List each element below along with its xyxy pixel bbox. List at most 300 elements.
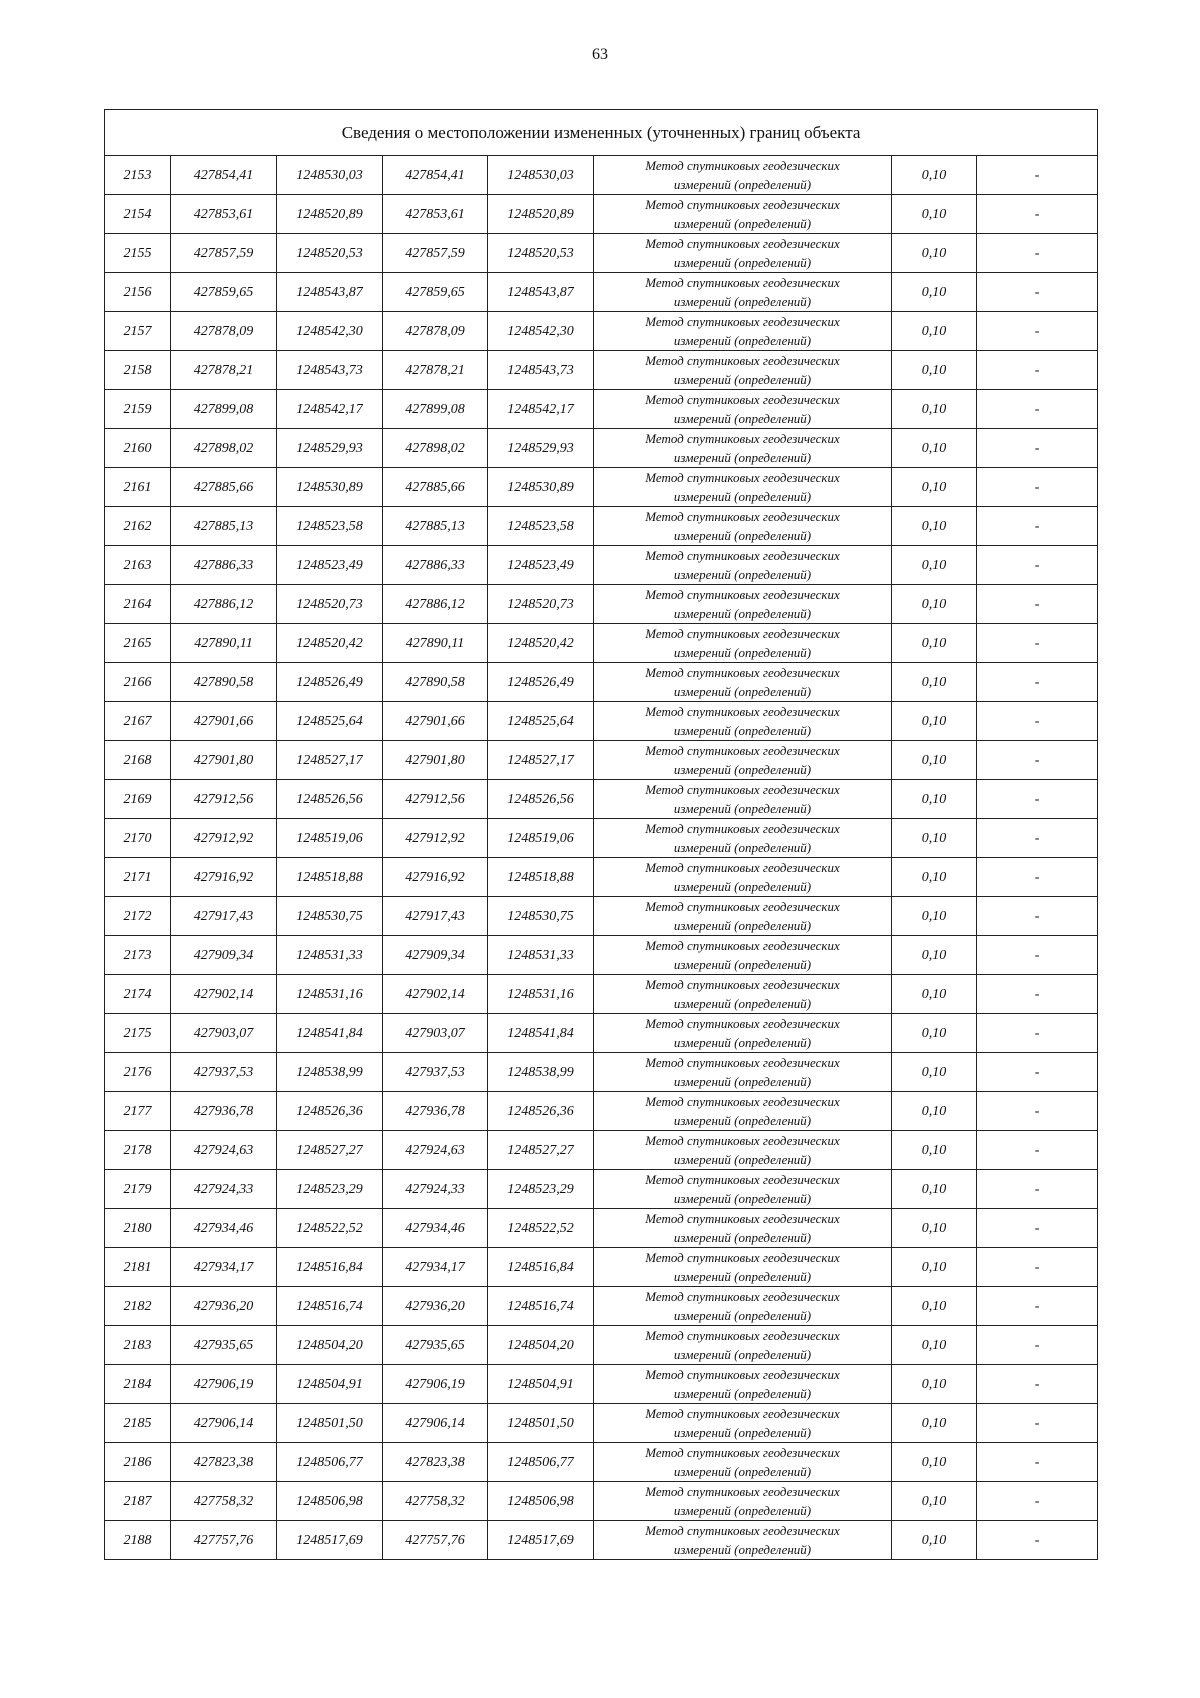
point-number-cell: 2156 (105, 273, 171, 312)
method-text-line: измерений (определений) (673, 1230, 812, 1245)
existing-y-cell: 1248531,16 (277, 975, 383, 1014)
point-number-cell: 2187 (105, 1482, 171, 1521)
refined-x-cell: 427903,07 (383, 1014, 488, 1053)
point-number-cell: 2173 (105, 936, 171, 975)
point-number-cell: 2166 (105, 663, 171, 702)
method-text-line: Метод спутниковых геодезических (645, 548, 840, 563)
accuracy-cell: 0,10 (892, 1443, 977, 1482)
accuracy-cell: 0,10 (892, 1482, 977, 1521)
method-cell (594, 1287, 892, 1326)
existing-x-cell: 427890,11 (171, 624, 277, 663)
existing-y-cell: 1248526,49 (277, 663, 383, 702)
method-cell (594, 1131, 892, 1170)
table-row (105, 585, 1098, 624)
method-text-line: измерений (определений) (673, 489, 812, 504)
refined-x-cell: 427924,63 (383, 1131, 488, 1170)
existing-y-cell: 1248506,98 (277, 1482, 383, 1521)
point-number-cell: 2160 (105, 429, 171, 468)
caption-row (105, 110, 1098, 156)
table-row (105, 975, 1098, 1014)
point-number-cell: 2163 (105, 546, 171, 585)
method-text-line: Метод спутниковых геодезических (645, 1211, 840, 1226)
note-cell: - (977, 1170, 1098, 1209)
table-row (105, 780, 1098, 819)
method-cell (594, 624, 892, 663)
refined-y-cell: 1248530,89 (488, 468, 594, 507)
table-row (105, 1443, 1098, 1482)
point-number-cell: 2157 (105, 312, 171, 351)
table-row (105, 156, 1098, 195)
method-text-line: измерений (определений) (673, 684, 812, 699)
note-cell: - (977, 156, 1098, 195)
note-cell: - (977, 585, 1098, 624)
method-text-line: Метод спутниковых геодезических (645, 860, 840, 875)
existing-x-cell: 427903,07 (171, 1014, 277, 1053)
method-text-line: измерений (определений) (673, 879, 812, 894)
point-number-cell: 2165 (105, 624, 171, 663)
accuracy-cell: 0,10 (892, 1053, 977, 1092)
existing-x-cell: 427854,41 (171, 156, 277, 195)
method-text-line: Метод спутниковых геодезических (645, 392, 840, 407)
method-text-line: измерений (определений) (673, 762, 812, 777)
point-number-cell: 2155 (105, 234, 171, 273)
method-cell (594, 507, 892, 546)
method-cell (594, 1365, 892, 1404)
existing-x-cell: 427853,61 (171, 195, 277, 234)
refined-x-cell: 427857,59 (383, 234, 488, 273)
existing-y-cell: 1248516,84 (277, 1248, 383, 1287)
refined-y-cell: 1248520,89 (488, 195, 594, 234)
table-row (105, 858, 1098, 897)
existing-y-cell: 1248522,52 (277, 1209, 383, 1248)
existing-y-cell: 1248527,17 (277, 741, 383, 780)
accuracy-cell: 0,10 (892, 156, 977, 195)
existing-x-cell: 427936,78 (171, 1092, 277, 1131)
method-cell (594, 702, 892, 741)
refined-y-cell: 1248530,75 (488, 897, 594, 936)
refined-x-cell: 427909,34 (383, 936, 488, 975)
refined-y-cell: 1248523,49 (488, 546, 594, 585)
method-cell (594, 780, 892, 819)
note-cell: - (977, 1482, 1098, 1521)
point-number-cell: 2168 (105, 741, 171, 780)
method-text-line: Метод спутниковых геодезических (645, 431, 840, 446)
accuracy-cell: 0,10 (892, 585, 977, 624)
accuracy-cell: 0,10 (892, 546, 977, 585)
method-text-line: измерений (определений) (673, 177, 812, 192)
existing-x-cell: 427823,38 (171, 1443, 277, 1482)
method-cell (594, 1521, 892, 1560)
refined-x-cell: 427901,80 (383, 741, 488, 780)
method-text-line: Метод спутниковых геодезических (645, 509, 840, 524)
accuracy-cell: 0,10 (892, 1365, 977, 1404)
method-text-line: Метод спутниковых геодезических (645, 1367, 840, 1382)
table-row (105, 936, 1098, 975)
point-number-cell: 2183 (105, 1326, 171, 1365)
method-cell (594, 1209, 892, 1248)
refined-x-cell: 427898,02 (383, 429, 488, 468)
note-cell: - (977, 702, 1098, 741)
refined-y-cell: 1248543,87 (488, 273, 594, 312)
refined-y-cell: 1248542,30 (488, 312, 594, 351)
method-cell (594, 741, 892, 780)
existing-x-cell: 427937,53 (171, 1053, 277, 1092)
table-row (105, 1404, 1098, 1443)
note-cell: - (977, 1014, 1098, 1053)
point-number-cell: 2171 (105, 858, 171, 897)
existing-y-cell: 1248517,69 (277, 1521, 383, 1560)
note-cell: - (977, 819, 1098, 858)
refined-y-cell: 1248523,29 (488, 1170, 594, 1209)
refined-x-cell: 427934,46 (383, 1209, 488, 1248)
note-cell: - (977, 780, 1098, 819)
refined-x-cell: 427924,33 (383, 1170, 488, 1209)
point-number-cell: 2153 (105, 156, 171, 195)
existing-x-cell: 427878,21 (171, 351, 277, 390)
accuracy-cell: 0,10 (892, 195, 977, 234)
table-row (105, 1287, 1098, 1326)
existing-x-cell: 427898,02 (171, 429, 277, 468)
method-text-line: измерений (определений) (673, 1074, 812, 1089)
refined-y-cell: 1248538,99 (488, 1053, 594, 1092)
method-text-line: Метод спутниковых геодезических (645, 977, 840, 992)
method-text-line: Метод спутниковых геодезических (645, 587, 840, 602)
note-cell: - (977, 312, 1098, 351)
accuracy-cell: 0,10 (892, 390, 977, 429)
method-text-line: Метод спутниковых геодезических (645, 743, 840, 758)
refined-x-cell: 427936,20 (383, 1287, 488, 1326)
existing-y-cell: 1248520,73 (277, 585, 383, 624)
page-number: 63 (592, 46, 608, 63)
refined-x-cell: 427757,76 (383, 1521, 488, 1560)
point-number-cell: 2188 (105, 1521, 171, 1560)
point-number-cell: 2158 (105, 351, 171, 390)
refined-y-cell: 1248522,52 (488, 1209, 594, 1248)
refined-y-cell: 1248506,77 (488, 1443, 594, 1482)
method-text-line: Метод спутниковых геодезических (645, 470, 840, 485)
method-text-line: Метод спутниковых геодезических (645, 1016, 840, 1031)
refined-x-cell: 427878,09 (383, 312, 488, 351)
existing-y-cell: 1248523,29 (277, 1170, 383, 1209)
method-text-line: измерений (определений) (673, 450, 812, 465)
refined-x-cell: 427859,65 (383, 273, 488, 312)
existing-x-cell: 427758,32 (171, 1482, 277, 1521)
accuracy-cell: 0,10 (892, 468, 977, 507)
method-text-line: измерений (определений) (673, 1152, 812, 1167)
method-cell (594, 1404, 892, 1443)
method-text-line: измерений (определений) (673, 567, 812, 582)
method-cell (594, 897, 892, 936)
existing-x-cell: 427859,65 (171, 273, 277, 312)
method-cell (594, 351, 892, 390)
refined-y-cell: 1248525,64 (488, 702, 594, 741)
accuracy-cell: 0,10 (892, 1131, 977, 1170)
refined-y-cell: 1248518,88 (488, 858, 594, 897)
note-cell: - (977, 1443, 1098, 1482)
refined-x-cell: 427937,53 (383, 1053, 488, 1092)
refined-x-cell: 427890,11 (383, 624, 488, 663)
refined-y-cell: 1248531,16 (488, 975, 594, 1014)
accuracy-cell: 0,10 (892, 1326, 977, 1365)
existing-y-cell: 1248530,75 (277, 897, 383, 936)
method-text-line: измерений (определений) (673, 957, 812, 972)
method-text-line: измерений (определений) (673, 1503, 812, 1518)
note-cell: - (977, 1365, 1098, 1404)
refined-y-cell: 1248543,73 (488, 351, 594, 390)
method-text-line: измерений (определений) (673, 996, 812, 1011)
method-text-line: измерений (определений) (673, 1113, 812, 1128)
table-row (105, 1053, 1098, 1092)
method-cell (594, 234, 892, 273)
point-number-cell: 2159 (105, 390, 171, 429)
table-row (105, 1209, 1098, 1248)
method-text-line: измерений (определений) (673, 255, 812, 270)
method-text-line: Метод спутниковых геодезических (645, 1523, 840, 1538)
method-text-line: Метод спутниковых геодезических (645, 1484, 840, 1499)
method-text-line: Метод спутниковых геодезических (645, 1445, 840, 1460)
method-cell (594, 975, 892, 1014)
existing-x-cell: 427890,58 (171, 663, 277, 702)
note-cell: - (977, 273, 1098, 312)
method-text-line: измерений (определений) (673, 411, 812, 426)
method-text-line: Метод спутниковых геодезических (645, 1133, 840, 1148)
existing-y-cell: 1248525,64 (277, 702, 383, 741)
existing-x-cell: 427934,17 (171, 1248, 277, 1287)
point-number-cell: 2181 (105, 1248, 171, 1287)
refined-y-cell: 1248527,27 (488, 1131, 594, 1170)
existing-x-cell: 427902,14 (171, 975, 277, 1014)
method-cell (594, 195, 892, 234)
method-text-line: Метод спутниковых геодезических (645, 938, 840, 953)
existing-y-cell: 1248543,73 (277, 351, 383, 390)
existing-x-cell: 427934,46 (171, 1209, 277, 1248)
method-text-line: Метод спутниковых геодезических (645, 1406, 840, 1421)
note-cell: - (977, 1131, 1098, 1170)
refined-x-cell: 427890,58 (383, 663, 488, 702)
existing-x-cell: 427906,14 (171, 1404, 277, 1443)
method-cell (594, 1443, 892, 1482)
refined-x-cell: 427906,14 (383, 1404, 488, 1443)
table-row (105, 897, 1098, 936)
note-cell: - (977, 468, 1098, 507)
refined-y-cell: 1248501,50 (488, 1404, 594, 1443)
note-cell: - (977, 1326, 1098, 1365)
note-cell: - (977, 507, 1098, 546)
refined-y-cell: 1248504,91 (488, 1365, 594, 1404)
note-cell: - (977, 390, 1098, 429)
existing-x-cell: 427924,33 (171, 1170, 277, 1209)
method-cell (594, 585, 892, 624)
refined-y-cell: 1248542,17 (488, 390, 594, 429)
accuracy-cell: 0,10 (892, 1209, 977, 1248)
existing-y-cell: 1248523,49 (277, 546, 383, 585)
note-cell: - (977, 429, 1098, 468)
accuracy-cell: 0,10 (892, 936, 977, 975)
accuracy-cell: 0,10 (892, 429, 977, 468)
table-row (105, 702, 1098, 741)
point-number-cell: 2179 (105, 1170, 171, 1209)
existing-y-cell: 1248504,91 (277, 1365, 383, 1404)
boundary-table (104, 109, 1098, 1560)
existing-y-cell: 1248520,89 (277, 195, 383, 234)
method-text-line: Метод спутниковых геодезических (645, 704, 840, 719)
table-caption: Сведения о местоположении измененных (уточненных) границ объекта (105, 110, 1098, 156)
existing-y-cell: 1248504,20 (277, 1326, 383, 1365)
refined-y-cell: 1248519,06 (488, 819, 594, 858)
accuracy-cell: 0,10 (892, 741, 977, 780)
existing-y-cell: 1248520,42 (277, 624, 383, 663)
refined-y-cell: 1248520,42 (488, 624, 594, 663)
accuracy-cell: 0,10 (892, 1092, 977, 1131)
accuracy-cell: 0,10 (892, 1170, 977, 1209)
method-text-line: измерений (определений) (673, 840, 812, 855)
table-row (105, 390, 1098, 429)
accuracy-cell: 0,10 (892, 273, 977, 312)
method-cell (594, 1053, 892, 1092)
method-text-line: измерений (определений) (673, 1308, 812, 1323)
refined-x-cell: 427917,43 (383, 897, 488, 936)
table-row (105, 1131, 1098, 1170)
note-cell: - (977, 975, 1098, 1014)
method-cell (594, 1248, 892, 1287)
refined-y-cell: 1248531,33 (488, 936, 594, 975)
method-cell (594, 546, 892, 585)
note-cell: - (977, 1053, 1098, 1092)
existing-y-cell: 1248501,50 (277, 1404, 383, 1443)
point-number-cell: 2167 (105, 702, 171, 741)
method-text-line: Метод спутниковых геодезических (645, 197, 840, 212)
table-row (105, 819, 1098, 858)
note-cell: - (977, 858, 1098, 897)
existing-x-cell: 427757,76 (171, 1521, 277, 1560)
method-cell (594, 1482, 892, 1521)
method-text-line: Метод спутниковых геодезических (645, 821, 840, 836)
table-row (105, 1014, 1098, 1053)
refined-y-cell: 1248520,53 (488, 234, 594, 273)
note-cell: - (977, 1404, 1098, 1443)
method-text-line: измерений (определений) (673, 1464, 812, 1479)
method-text-line: Метод спутниковых геодезических (645, 1328, 840, 1343)
existing-x-cell: 427909,34 (171, 936, 277, 975)
existing-y-cell: 1248518,88 (277, 858, 383, 897)
method-text-line: Метод спутниковых геодезических (645, 1094, 840, 1109)
method-text-line: измерений (определений) (673, 294, 812, 309)
refined-x-cell: 427886,33 (383, 546, 488, 585)
method-cell (594, 819, 892, 858)
method-text-line: Метод спутниковых геодезических (645, 1055, 840, 1070)
accuracy-cell: 0,10 (892, 1287, 977, 1326)
accuracy-cell: 0,10 (892, 858, 977, 897)
accuracy-cell: 0,10 (892, 624, 977, 663)
refined-y-cell: 1248526,49 (488, 663, 594, 702)
refined-x-cell: 427902,14 (383, 975, 488, 1014)
point-number-cell: 2169 (105, 780, 171, 819)
point-number-cell: 2182 (105, 1287, 171, 1326)
point-number-cell: 2178 (105, 1131, 171, 1170)
method-text-line: измерений (определений) (673, 645, 812, 660)
method-text-line: Метод спутниковых геодезических (645, 626, 840, 641)
accuracy-cell: 0,10 (892, 351, 977, 390)
existing-x-cell: 427936,20 (171, 1287, 277, 1326)
table-row (105, 1092, 1098, 1131)
point-number-cell: 2172 (105, 897, 171, 936)
table-row (105, 663, 1098, 702)
method-cell (594, 273, 892, 312)
table-row (105, 468, 1098, 507)
refined-x-cell: 427758,32 (383, 1482, 488, 1521)
existing-x-cell: 427885,13 (171, 507, 277, 546)
method-text-line: Метод спутниковых геодезических (645, 899, 840, 914)
point-number-cell: 2175 (105, 1014, 171, 1053)
refined-y-cell: 1248526,56 (488, 780, 594, 819)
method-text-line: измерений (определений) (673, 1191, 812, 1206)
refined-y-cell: 1248526,36 (488, 1092, 594, 1131)
existing-y-cell: 1248530,89 (277, 468, 383, 507)
table-row (105, 1482, 1098, 1521)
existing-y-cell: 1248516,74 (277, 1287, 383, 1326)
method-cell (594, 1092, 892, 1131)
existing-x-cell: 427886,12 (171, 585, 277, 624)
refined-x-cell: 427885,66 (383, 468, 488, 507)
accuracy-cell: 0,10 (892, 1521, 977, 1560)
table-row (105, 1326, 1098, 1365)
existing-y-cell: 1248520,53 (277, 234, 383, 273)
refined-x-cell: 427912,56 (383, 780, 488, 819)
method-text-line: измерений (определений) (673, 918, 812, 933)
method-text-line: Метод спутниковых геодезических (645, 1250, 840, 1265)
existing-x-cell: 427917,43 (171, 897, 277, 936)
accuracy-cell: 0,10 (892, 819, 977, 858)
table-row (105, 312, 1098, 351)
note-cell: - (977, 546, 1098, 585)
existing-y-cell: 1248542,17 (277, 390, 383, 429)
method-text-line: Метод спутниковых геодезических (645, 353, 840, 368)
point-number-cell: 2186 (105, 1443, 171, 1482)
point-number-cell: 2180 (105, 1209, 171, 1248)
existing-x-cell: 427885,66 (171, 468, 277, 507)
existing-y-cell: 1248527,27 (277, 1131, 383, 1170)
method-cell (594, 663, 892, 702)
existing-y-cell: 1248543,87 (277, 273, 383, 312)
existing-y-cell: 1248529,93 (277, 429, 383, 468)
note-cell: - (977, 195, 1098, 234)
accuracy-cell: 0,10 (892, 897, 977, 936)
method-text-line: измерений (определений) (673, 1425, 812, 1440)
existing-x-cell: 427878,09 (171, 312, 277, 351)
refined-y-cell: 1248520,73 (488, 585, 594, 624)
refined-x-cell: 427935,65 (383, 1326, 488, 1365)
table-row (105, 1170, 1098, 1209)
existing-x-cell: 427901,66 (171, 702, 277, 741)
note-cell: - (977, 1092, 1098, 1131)
table-row (105, 195, 1098, 234)
note-cell: - (977, 624, 1098, 663)
method-text-line: Метод спутниковых геодезических (645, 665, 840, 680)
existing-x-cell: 427924,63 (171, 1131, 277, 1170)
existing-x-cell: 427906,19 (171, 1365, 277, 1404)
method-text-line: измерений (определений) (673, 216, 812, 231)
table-row (105, 429, 1098, 468)
refined-x-cell: 427936,78 (383, 1092, 488, 1131)
refined-x-cell: 427906,19 (383, 1365, 488, 1404)
existing-y-cell: 1248519,06 (277, 819, 383, 858)
accuracy-cell: 0,10 (892, 312, 977, 351)
method-text-line: Метод спутниковых геодезических (645, 236, 840, 251)
note-cell: - (977, 1287, 1098, 1326)
accuracy-cell: 0,10 (892, 702, 977, 741)
table-row (105, 507, 1098, 546)
accuracy-cell: 0,10 (892, 1014, 977, 1053)
